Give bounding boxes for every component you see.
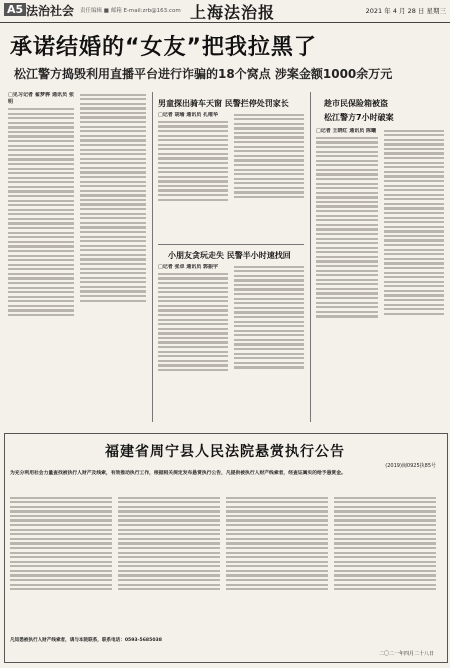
story3-byline: □记者 张卓 通讯员 郭振宇 — [158, 264, 218, 270]
court-notice-number: (2019)闽0925执85号 — [385, 463, 436, 469]
notice-column-2 — [118, 495, 220, 633]
court-notice-footer: 凡知悉被执行人财产线索者，请与本院联系，联系电话：0593-5685038 — [10, 638, 162, 643]
court-notice-intro: 为充分利用社会力量查找被执行人财产及线索，有效推动执行工作，根据相关规定发布悬赏执行公告，凡提供被执行人财产线索者，经查证属实的给予悬赏金。 — [10, 471, 346, 476]
section-name: 法治社会 — [26, 4, 75, 18]
lead-byline: □见习记者 翟梦骅 通讯员 张明 — [8, 92, 74, 106]
story3-column-2 — [234, 264, 304, 422]
lead-headline: 承诺结婚的“女友”把我拉黑了 — [10, 35, 317, 60]
issue-date: 2021 年 4 月 28 日 星期三 — [365, 7, 446, 15]
court-notice-title: 福建省周宁县人民法院悬赏执行公告 — [105, 444, 345, 460]
story4-byline: □记者 王晓红 通讯员 陈曦 — [316, 128, 376, 134]
story2-column-1 — [158, 112, 228, 242]
notice-column-3 — [226, 495, 328, 633]
lead-column-2 — [80, 92, 146, 422]
paper-logo: 上海法治报 — [190, 3, 276, 22]
body-text-lines — [8, 108, 74, 316]
story2-title: 男童探出骑车天窗 民警拦停处罚家长 — [158, 99, 289, 108]
masthead — [0, 0, 450, 23]
story4-column-2 — [384, 128, 444, 422]
story4-column-1 — [316, 128, 378, 422]
column-rule — [152, 92, 153, 422]
notice-column-1 — [10, 495, 112, 633]
story-rule — [158, 244, 304, 245]
notice-column-4 — [334, 495, 436, 633]
editor-line: 责任编辑 ■ 邮箱 E-mail:zrb@163.com — [80, 8, 181, 14]
page-number: A5 — [4, 3, 26, 16]
column-rule — [310, 92, 311, 422]
story3-column-1 — [158, 264, 228, 422]
story4-title-line2: 松江警方7小时破案 — [324, 113, 394, 122]
court-notice-date: 二〇二一年四月二十八日 — [378, 651, 434, 657]
story4-title-line1: 趁市民保险箱被盗 — [324, 99, 388, 108]
story2-byline: □记者 胡瑜 通讯员 孔维华 — [158, 112, 218, 118]
story3-title: 小朋友贪玩走失 民警半小时速找回 — [168, 251, 291, 260]
story2-column-2 — [234, 112, 304, 242]
lead-subhead: 松江警方捣毁利用直播平台进行诈骗的18个窝点 涉案金额1000余万元 — [14, 67, 393, 81]
lead-column-1 — [8, 92, 74, 422]
